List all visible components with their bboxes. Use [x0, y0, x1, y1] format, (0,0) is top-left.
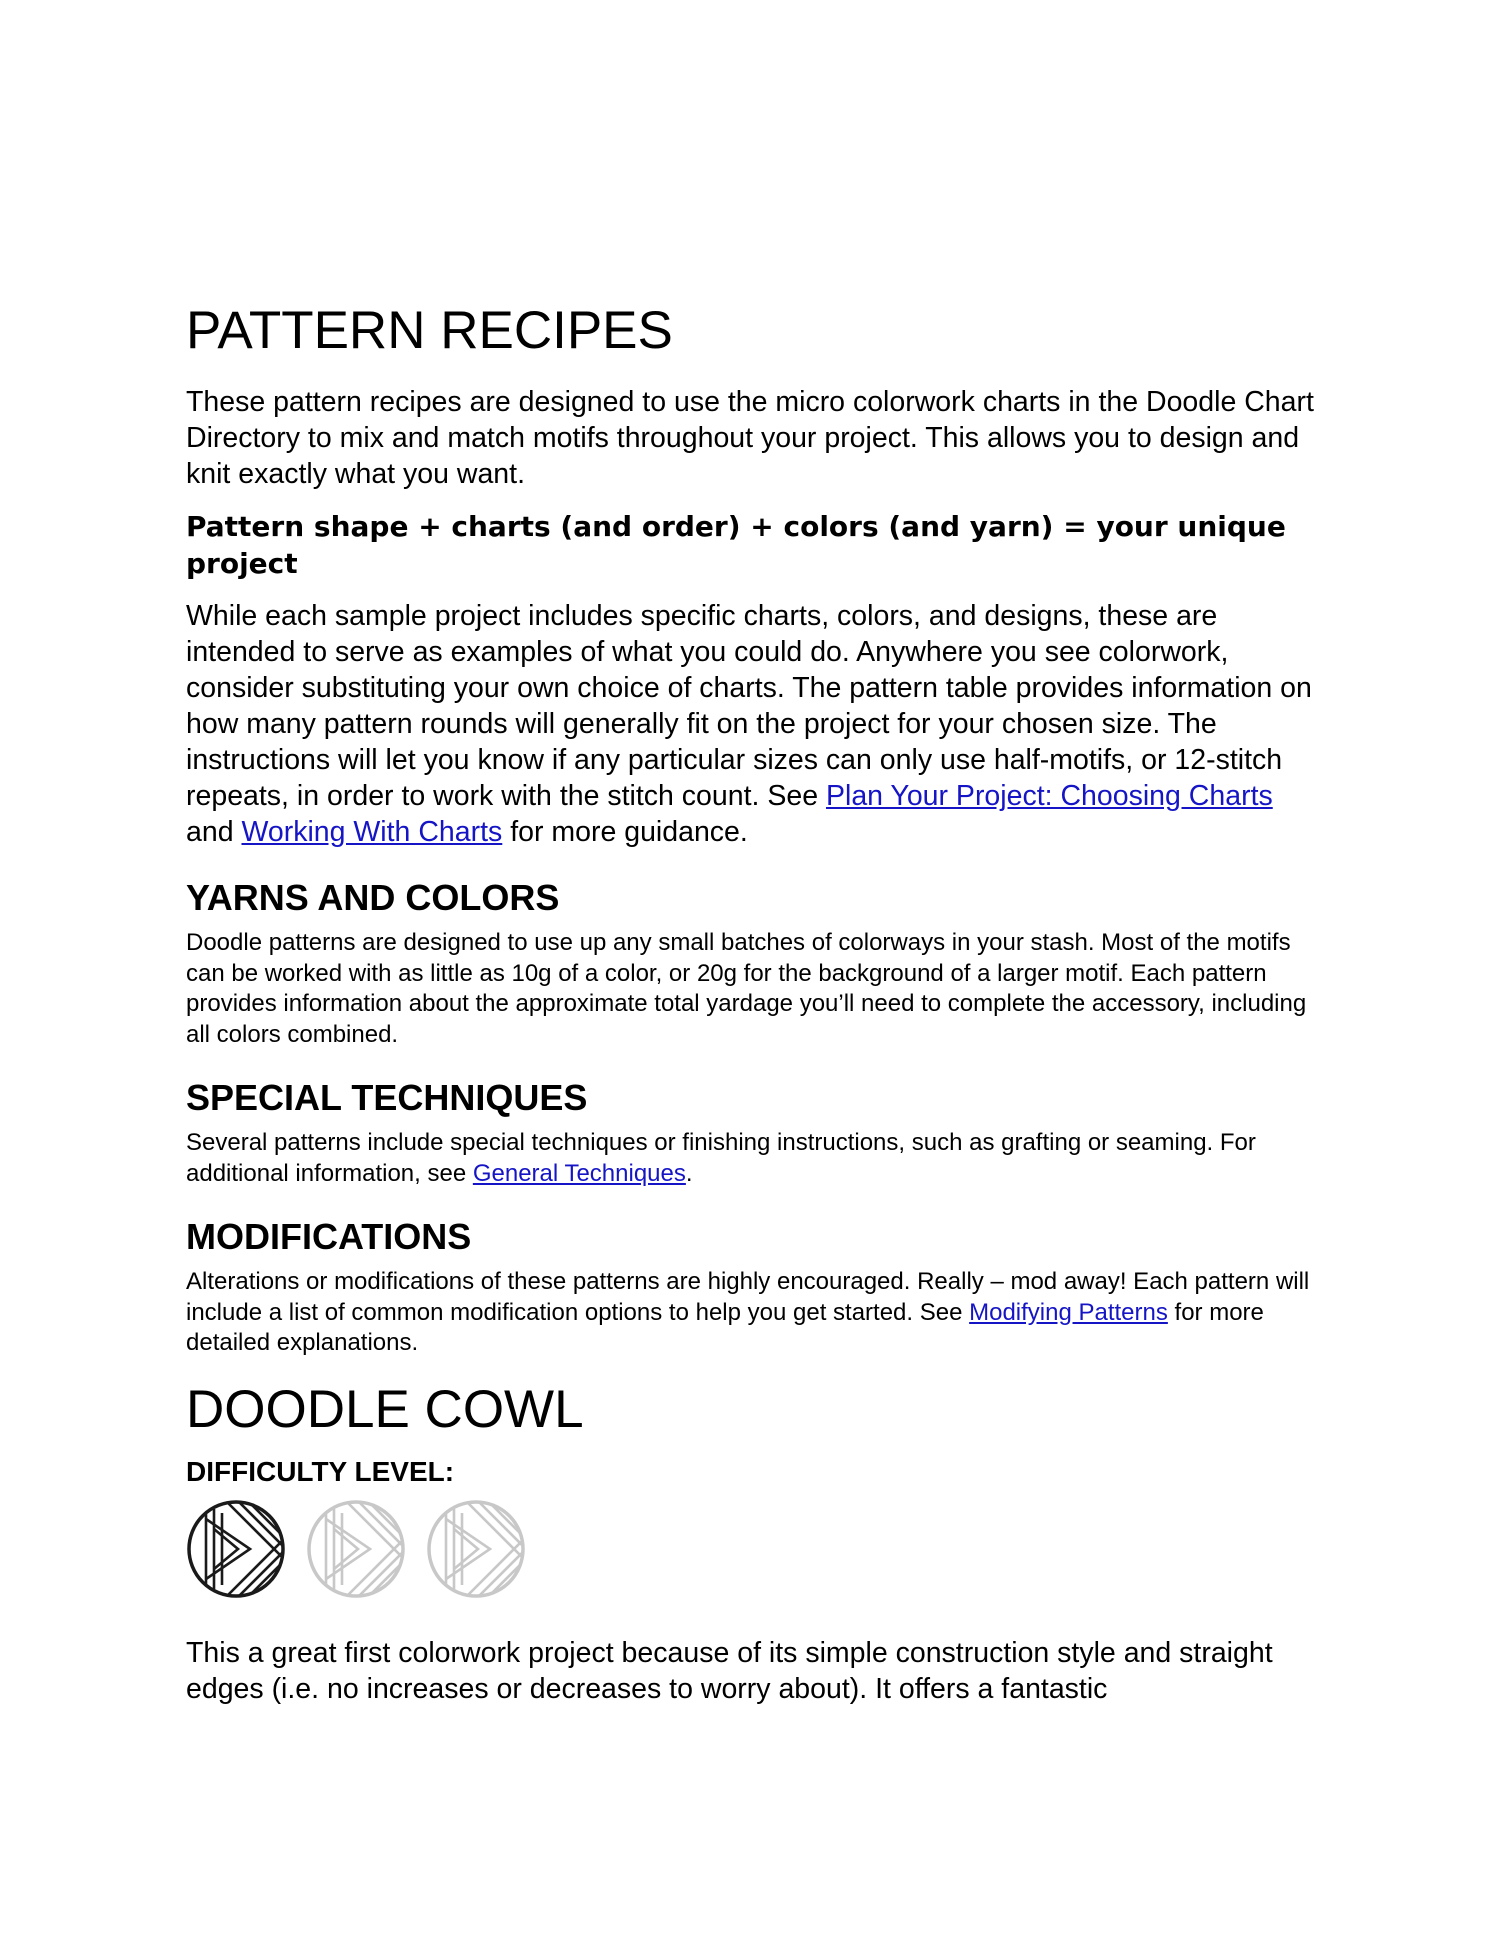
- cowl-intro: This a great first colorwork project because of its simple construction style and straight edges (i.e. no increases or decreases to worry about). It offers a fantastic: [186, 1636, 1273, 1705]
- mods-text: [186, 1267, 1326, 1359]
- recipes-paragraph: [186, 598, 1326, 850]
- difficulty-label: DIFFICULTY LEVEL:: [186, 1455, 455, 1487]
- link-general-techniques[interactable]: General Techniques: [472, 1159, 686, 1187]
- recipes-intro: These pattern recipes are designed to use the micro colorwork charts in the Doodle Chart Directory to mix and match motifs throughout your project. This allows you to design and knit exactly what you want.: [186, 386, 1314, 490]
- heading-modifications: MODIFICATIONS: [186, 1216, 472, 1257]
- difficulty-icon-strokes: [206, 1501, 284, 1597]
- difficulty-level-1-icon: [186, 1499, 286, 1599]
- section-title-doodle-cowl: DOODLE COWL: [186, 1379, 584, 1439]
- difficulty-level-2-icon: [306, 1499, 406, 1599]
- recipes-tagline: Pattern shape + charts (and order) + colors (and yarn) = your unique project: [186, 510, 1286, 580]
- link-working-with-charts[interactable]: Working With Charts: [241, 816, 503, 848]
- difficulty-level-3-icon: [426, 1499, 526, 1599]
- section-title-pattern-recipes: PATTERN RECIPES: [186, 301, 673, 360]
- mods-text-end: for more detailed explanations.: [186, 1298, 1264, 1356]
- recipes-paragraph-end: for more guidance.: [502, 816, 748, 848]
- link-plan-your-project[interactable]: Plan Your Project: Choosing Charts: [825, 780, 1273, 812]
- recipes-paragraph-text: While each sample project includes specific charts, colors, and designs, these are intended to serve as examples of what you could do. Anywhere you see colorwork, consider substituting your own choice of charts. The pattern table provides information on how many pattern rounds will generally fit on the project for your chosen size. The instructions will let you know if any particular sizes can only use half-motifs, or 12-stitch repeats, in order to work with the stitch count. See: [186, 600, 1312, 812]
- recipes-paragraph-mid: and: [186, 816, 242, 848]
- heading-special-techniques: SPECIAL TECHNIQUES: [186, 1077, 588, 1118]
- heading-yarns-and-colors: YARNS AND COLORS: [186, 877, 560, 918]
- special-text-body: Several patterns include special techniques or finishing instructions, such as grafting or seaming. For additional information, see: [186, 1129, 1256, 1187]
- special-text-end: .: [685, 1159, 693, 1187]
- document-page: [186, 300, 1326, 1707]
- mods-text-body: Alterations or modifications of these patterns are highly encouraged. Really – mod away! Each pattern will include a list of common modification options to help you get started. See: [186, 1268, 1310, 1326]
- link-modifying-patterns[interactable]: Modifying Patterns: [969, 1298, 1168, 1326]
- difficulty-rating: [186, 1499, 1326, 1599]
- yarns-text: Doodle patterns are designed to use up any small batches of colorways in your stash. Most of the motifs can be worked with as little as 10g of a color, or 20g for the background of a larger motif. Each pattern provides information about the approximate total yardage you’ll need to complete the accessory, including all colors combined.: [186, 929, 1307, 1048]
- special-text: [186, 1128, 1326, 1189]
